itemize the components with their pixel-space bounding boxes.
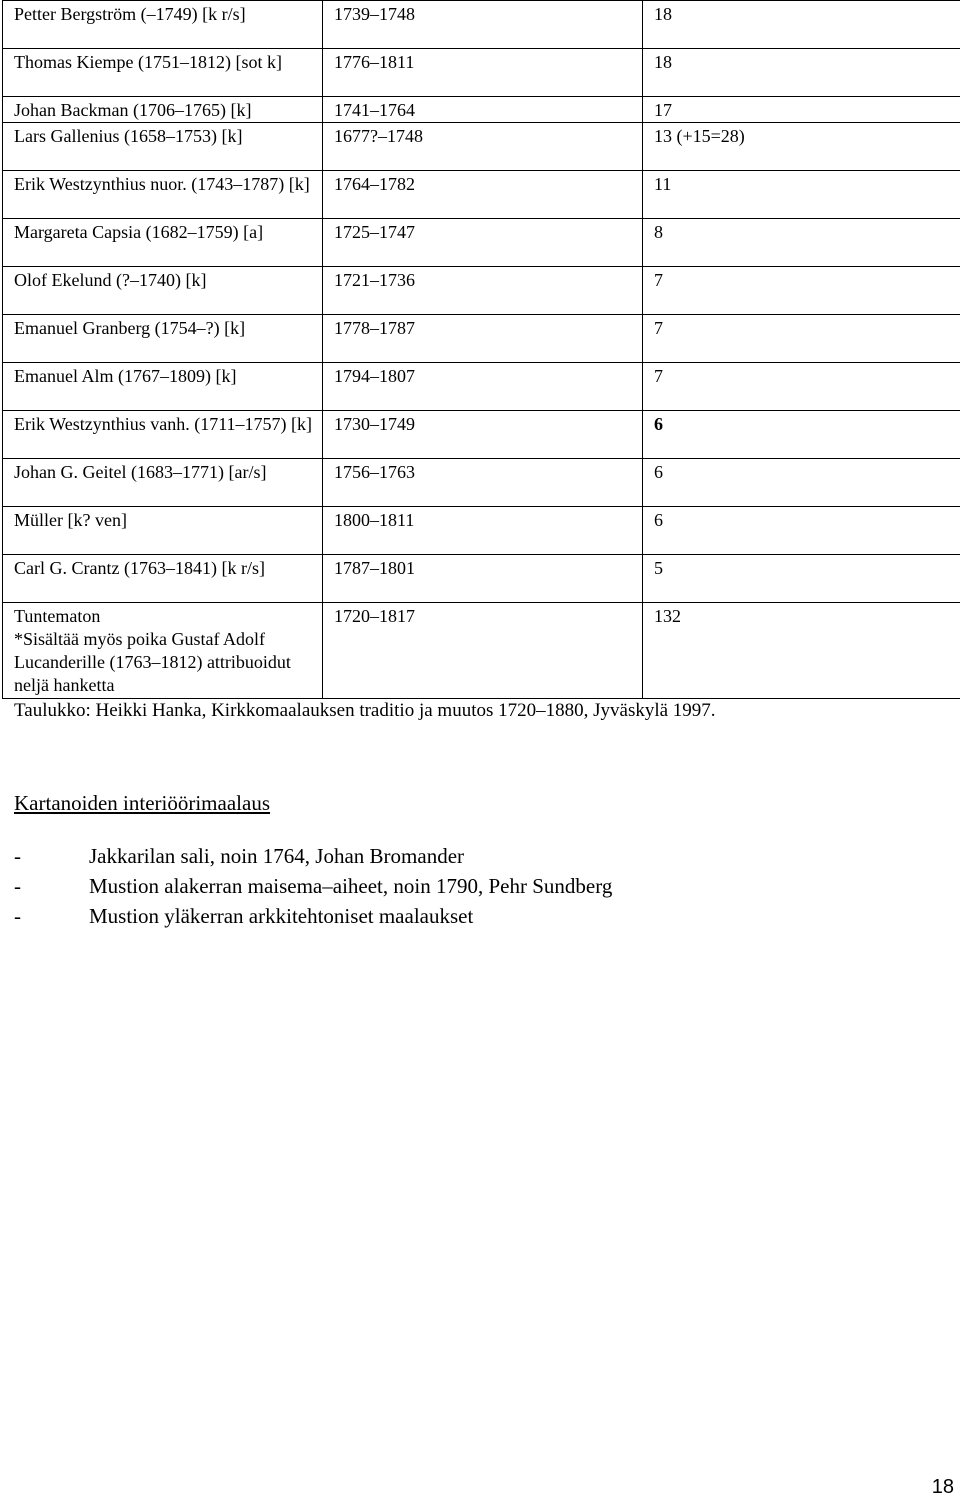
table-row (3, 219, 960, 267)
table-caption: Taulukko: Heikki Hanka, Kirkkomaalauksen traditio ja muutos 1720–1880, Jyväskylä 1997. (14, 700, 716, 721)
years-cell: 1800–1811 (323, 507, 643, 555)
years-cell: 1721–1736 (323, 267, 643, 315)
table-row (3, 555, 960, 603)
count-cell: 18 (643, 1, 960, 49)
name-cell: Müller [k? ven] (3, 507, 323, 555)
table-row (3, 97, 960, 123)
table-row (3, 459, 960, 507)
list-item (14, 841, 612, 871)
name-cell: Erik Westzynthius nuor. (1743–1787) [k] (3, 171, 323, 219)
name-cell: Carl G. Crantz (1763–1841) [k r/s] (3, 555, 323, 603)
list-dash: - (14, 874, 21, 898)
table-row (3, 123, 960, 171)
table-row (3, 49, 960, 97)
list-item (14, 901, 612, 931)
count-cell: 132 (643, 603, 960, 699)
name-cell: Lars Gallenius (1658–1753) [k] (3, 123, 323, 171)
list-item-text: Mustion yläkerran arkkitehtoniset maalaukset (89, 904, 474, 928)
count-cell: 6 (643, 459, 960, 507)
count-cell: 13 (+15=28) (643, 123, 960, 171)
list-item (14, 871, 612, 901)
count-cell: 17 (643, 97, 960, 123)
painters-table (2, 0, 960, 699)
name-cell: Olof Ekelund (?–1740) [k] (3, 267, 323, 315)
table-row (3, 267, 960, 315)
count-cell: 8 (643, 219, 960, 267)
count-cell: 11 (643, 171, 960, 219)
list-dash: - (14, 904, 21, 928)
table-row (3, 315, 960, 363)
list-item-text: Mustion alakerran maisema–aiheet, noin 1790, Pehr Sundberg (89, 874, 613, 898)
name-cell: Tuntematon *Sisältää myös poika Gustaf Adolf Lucanderille (1763–1812) attribuoidut neljä hanketta (3, 603, 323, 699)
count-cell: 7 (643, 315, 960, 363)
table-row (3, 507, 960, 555)
count-cell: 6 (643, 411, 960, 459)
table-row (3, 603, 960, 699)
years-cell: 1725–1747 (323, 219, 643, 267)
years-cell: 1741–1764 (323, 97, 643, 123)
years-cell: 1730–1749 (323, 411, 643, 459)
count-cell: 7 (643, 363, 960, 411)
name-cell: Petter Bergström (–1749) [k r/s] (3, 1, 323, 49)
count-cell: 18 (643, 49, 960, 97)
list-item-text: Jakkarilan sali, noin 1764, Johan Bromander (89, 844, 465, 868)
table-row (3, 363, 960, 411)
name-cell: Johan G. Geitel (1683–1771) [ar/s] (3, 459, 323, 507)
list-dash: - (14, 844, 21, 868)
years-cell: 1776–1811 (323, 49, 643, 97)
table-row (3, 171, 960, 219)
count-cell: 5 (643, 555, 960, 603)
years-cell: 1764–1782 (323, 171, 643, 219)
years-cell: 1787–1801 (323, 555, 643, 603)
years-cell: 1794–1807 (323, 363, 643, 411)
name-cell: Erik Westzynthius vanh. (1711–1757) [k] (3, 411, 323, 459)
name-cell: Thomas Kiempe (1751–1812) [sot k] (3, 49, 323, 97)
years-cell: 1720–1817 (323, 603, 643, 699)
works-list (14, 841, 612, 931)
count-cell: 7 (643, 267, 960, 315)
table-row (3, 1, 960, 49)
years-cell: 1677?–1748 (323, 123, 643, 171)
years-cell: 1739–1748 (323, 1, 643, 49)
name-cell: Johan Backman (1706–1765) [k] (3, 97, 323, 123)
years-cell: 1778–1787 (323, 315, 643, 363)
years-cell: 1756–1763 (323, 459, 643, 507)
page-number: 18 (931, 1476, 954, 1498)
section-title: Kartanoiden interiöörimaalaus (14, 791, 270, 815)
count-cell: 6 (643, 507, 960, 555)
table-row (3, 411, 960, 459)
name-cell: Emanuel Alm (1767–1809) [k] (3, 363, 323, 411)
name-cell: Margareta Capsia (1682–1759) [a] (3, 219, 323, 267)
name-cell: Emanuel Granberg (1754–?) [k] (3, 315, 323, 363)
